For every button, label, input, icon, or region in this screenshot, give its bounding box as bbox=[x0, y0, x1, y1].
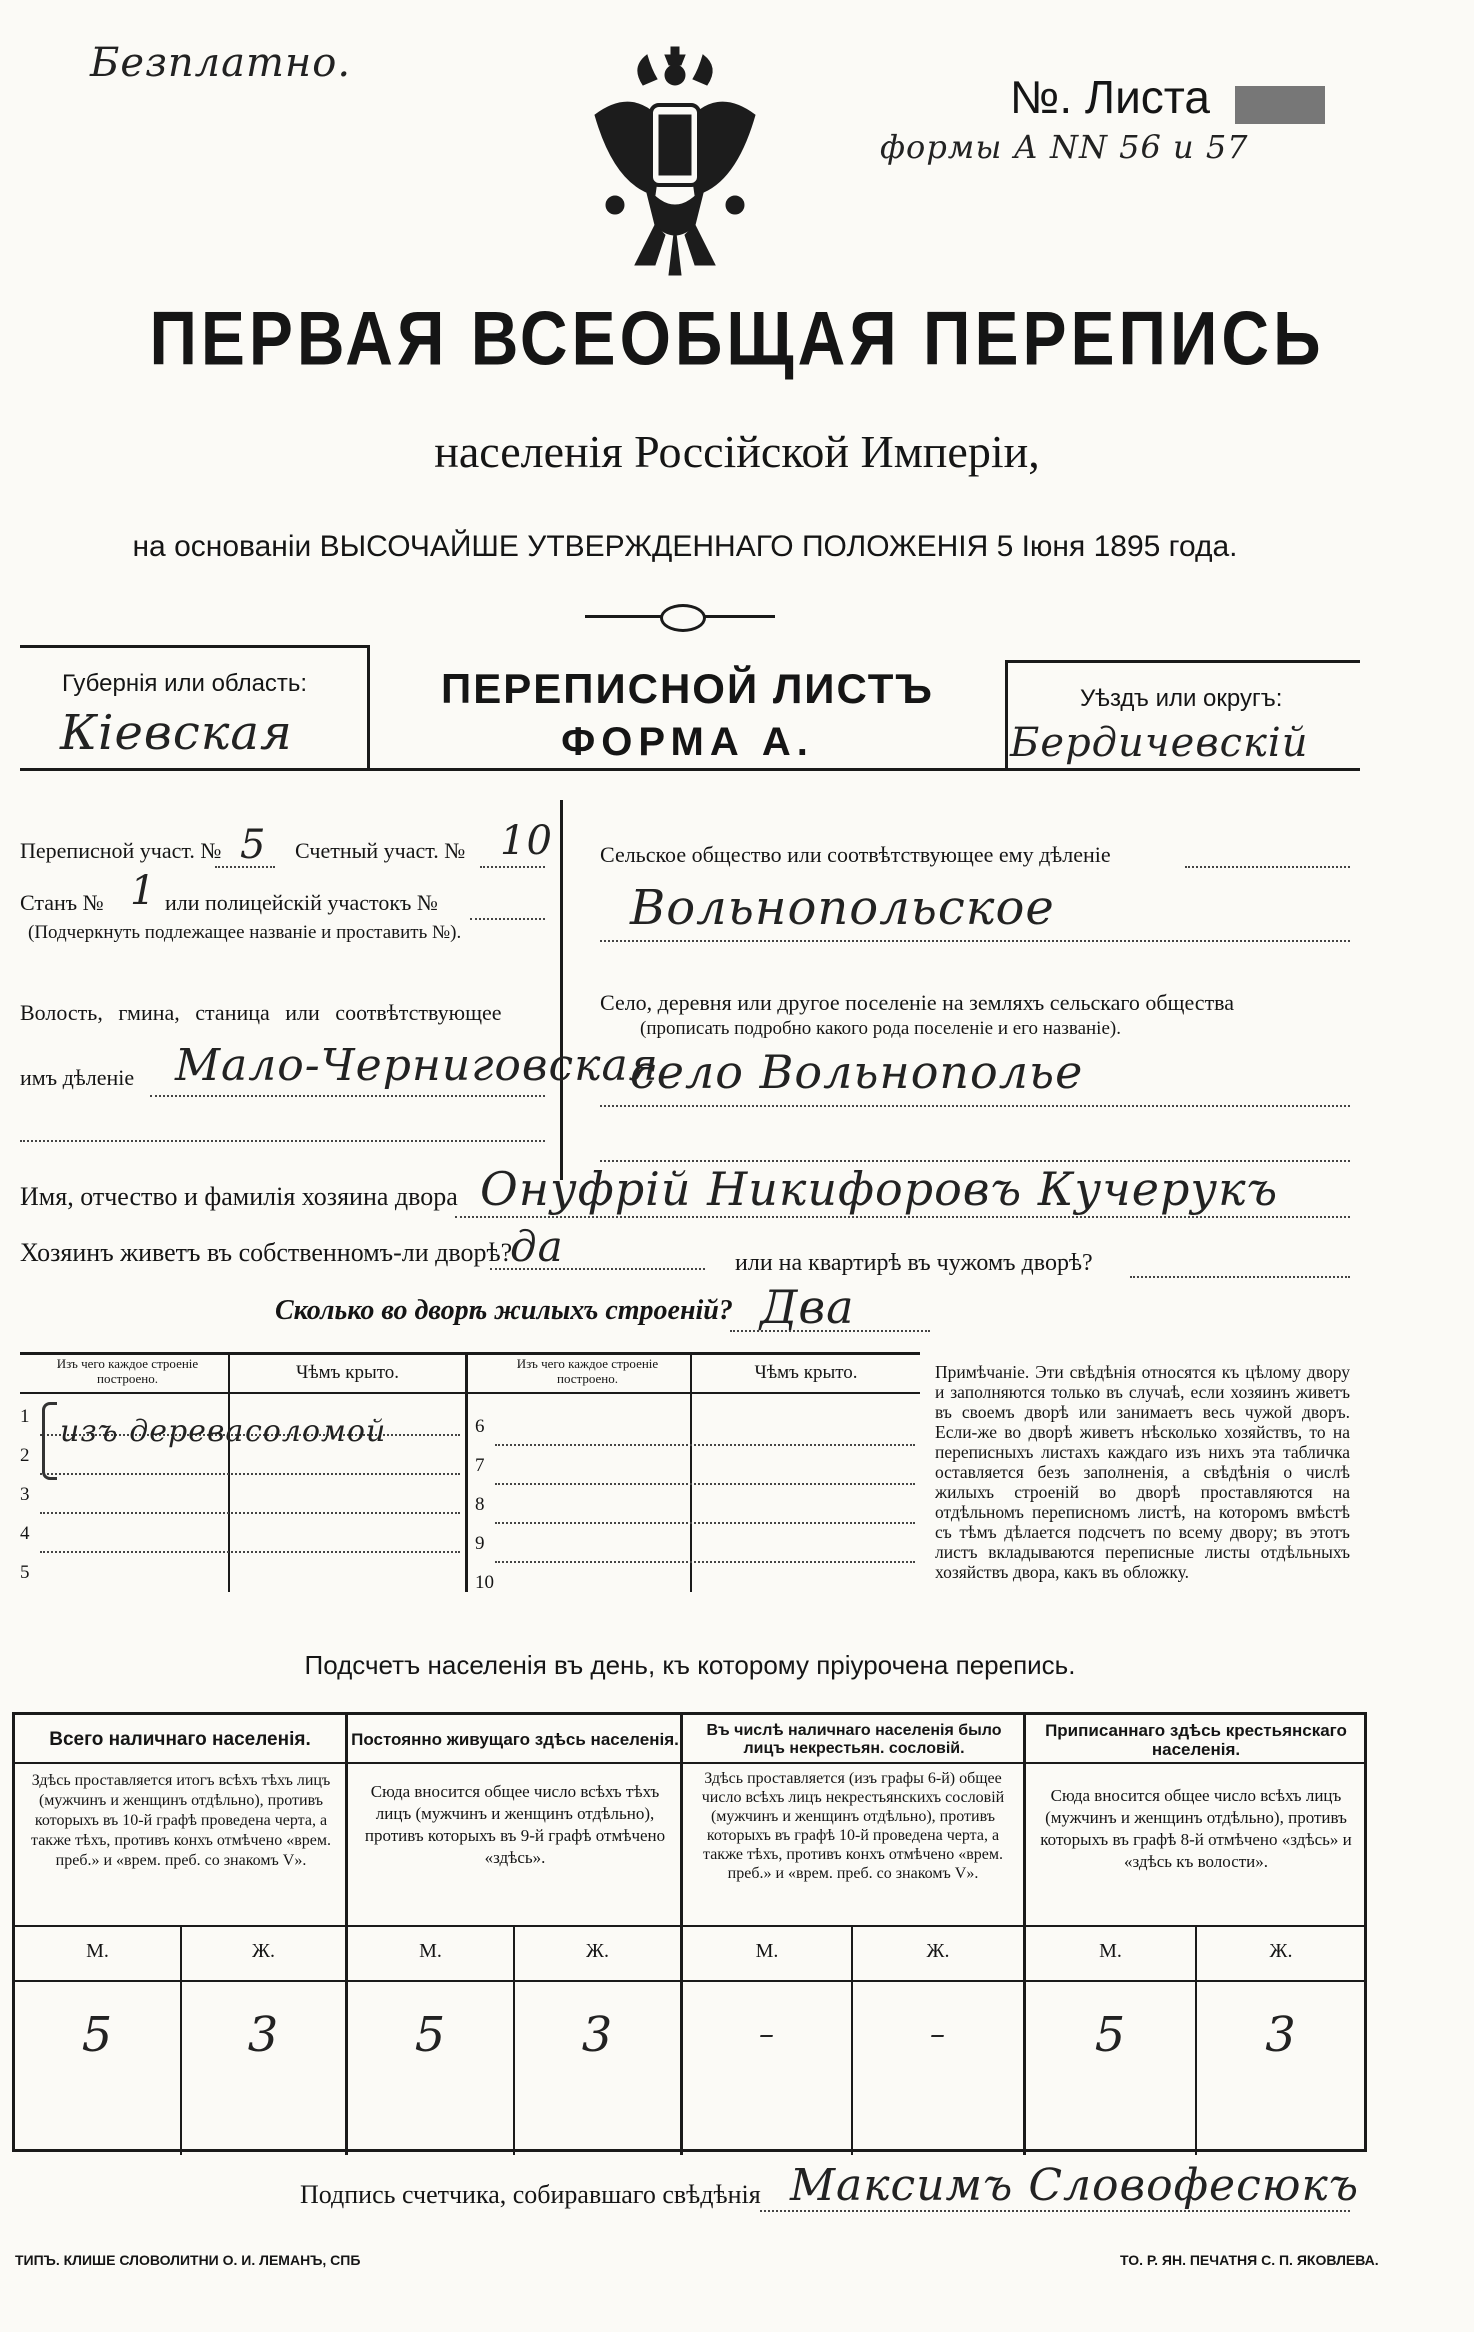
count-col3-head: Въ числѣ наличнаго населенія было лицъ некрестьян. сословій. bbox=[706, 1721, 1002, 1757]
owner-name-value: Онуфрій Никифоровъ Кучерукъ bbox=[480, 1162, 1279, 1216]
m-label: М. bbox=[1099, 1940, 1122, 1962]
volost-label: Волость, гмина, станица или соотвѣтствующее bbox=[20, 1000, 502, 1025]
count-col3-desc: Здѣсь проставляется (изъ графы 6-й) общее число всѣхъ лицъ некрестьянскихъ сословій (мужчинъ и женщинъ отдѣльно), противъ которыхъ въ графѣ 10-й проведена черта, а также тѣхъ, противъ конхъ отмѣчено «врем. преб.» и «врем. преб. со знакомъ V». bbox=[701, 1770, 1005, 1882]
col4-female-value: 3 bbox=[1265, 2007, 1297, 2063]
form-title: ПЕРЕПИСНОЙ ЛИСТЪ bbox=[441, 665, 934, 712]
enumerator-signature: Максимъ Словофесюкъ bbox=[790, 2160, 1360, 2211]
row12-roof: соломой bbox=[245, 1414, 387, 1449]
uchastok-value: 5 bbox=[240, 822, 267, 868]
zh-label: Ж. bbox=[1269, 1940, 1293, 1962]
buildings-table bbox=[20, 1352, 920, 1592]
page-subtitle: населенія Россійской Имперіи, bbox=[434, 426, 1040, 477]
sheet-reference-handwritten: формы А NN 56 и 57 bbox=[880, 128, 1249, 166]
row-numbers-right bbox=[475, 1407, 494, 1602]
zh-label: Ж. bbox=[586, 1940, 609, 1962]
redaction-block bbox=[1235, 86, 1325, 124]
row-number: 5 bbox=[20, 1562, 30, 1583]
gubernia-value: Кіевская bbox=[60, 705, 293, 761]
free-label: Безплатно. bbox=[90, 40, 352, 86]
col-roof-header-left: Чѣмъ крыто. bbox=[295, 1362, 400, 1383]
zh-label: Ж. bbox=[926, 1940, 950, 1962]
col4-male-value: 5 bbox=[1094, 2007, 1127, 2063]
rent-label: или на квартирѣ въ чужомъ дворѣ? bbox=[735, 1250, 1093, 1276]
gubernia-label: Губернія или область: bbox=[62, 670, 308, 697]
row-number: 3 bbox=[20, 1484, 30, 1505]
count-col1-desc: Здѣсь проставляется итогъ всѣхъ тѣхъ лицъ (мужчинъ и женщинъ отдѣльно), противъ которыхъ въ 10-й графѣ проведена черта, а также тѣхъ, противъ конхъ отмѣчено «врем. преб.» и «врем. преб. со знакомъ V». bbox=[31, 1772, 331, 1869]
printer-imprint-right: ТО. Р. ЯН. ПЕЧАТНЯ С. П. ЯКОВЛЕВА. bbox=[1120, 2252, 1379, 2268]
village-value: село Вольнополье bbox=[630, 1045, 1084, 1099]
underline-note: (Подчеркнуть подлежащее названіе и проставить №). bbox=[28, 922, 462, 943]
police-label: или полицейскій участокъ № bbox=[165, 890, 438, 915]
row-numbers-left bbox=[20, 1397, 30, 1592]
uezd-label: Уѣздъ или округъ: bbox=[1080, 685, 1283, 712]
own-yard-value: да bbox=[510, 1222, 564, 1271]
row-number: 2 bbox=[20, 1445, 30, 1466]
count-col4-head: Приписаннаго здѣсь крестьянскаго населенія. bbox=[1045, 1720, 1347, 1759]
col-material-header-left: Изъ чего каждое строеніе построено. bbox=[56, 1356, 199, 1386]
count-col4-desc: Сюда вносится общее число всѣхъ лицъ (мужчинъ и женщинъ отдѣльно), противъ которыхъ въ графѣ 8-й отмѣчено «здѣсь» и «здѣсь къ волости». bbox=[1040, 1786, 1352, 1871]
col3-female-value: – bbox=[930, 2017, 946, 2052]
buildings-value: Два bbox=[760, 1280, 855, 1334]
population-count-table bbox=[12, 1712, 1367, 2152]
col-material-header-right: Изъ чего каждое строеніе построено. bbox=[516, 1356, 659, 1386]
bracket-rows-1-2 bbox=[42, 1402, 57, 1480]
col2-female-value: 3 bbox=[581, 2007, 614, 2063]
regulation-basis: на основаніи ВЫСОЧАЙШЕ УТВЕРЖДЕННАГО ПОЛОЖЕНІЯ 5 Іюня 1895 года. bbox=[132, 530, 1238, 563]
stan-value: 1 bbox=[130, 868, 157, 914]
row-number: 1 bbox=[20, 1406, 30, 1427]
top-box-bottom-rule bbox=[20, 768, 1360, 771]
volost-value: Мало-Черниговская bbox=[175, 1040, 659, 1091]
row-number: 7 bbox=[475, 1455, 485, 1476]
remark-note: Примѣчаніе. Эти свѣдѣнія относятся къ цѣлому двору и заполняются только въ случаѣ, если хозяинъ живетъ въ своемъ дворѣ или занимаетъ весь чужой дворъ. Если-же во дворѣ живетъ нѣсколько хозяйствъ, то на переписныхъ листахъ каждаго изъ нихъ эта табличка оставляется безъ заполненія, а свѣдѣнія о числѣ жилыхъ строеній во дворѣ проставляются на отдѣльномъ переписномъ листѣ, на которомъ вмѣстѣ съ тѣмъ дѣлается подсчетъ по всему двору; въ этотъ листъ вкладываются переписные листы отдѣльныхъ хозяйствъ двора, какъ въ обложку. bbox=[935, 1362, 1350, 1582]
own-yard-label: Хозяинъ живетъ въ собственномъ-ли дворѣ? bbox=[20, 1238, 513, 1267]
uchastok-label: Переписной участ. № bbox=[20, 838, 222, 863]
m-label: М. bbox=[419, 1940, 442, 1962]
col-roof-header-right: Чѣмъ крыто. bbox=[754, 1362, 858, 1383]
printer-imprint-left: ТИПЪ. КЛИШЕ СЛОВОЛИТНИ О. И. ЛЕМАНЪ, СПБ bbox=[15, 2252, 361, 2268]
village-note: (прописать подробно какого рода поселеніе и его названіе). bbox=[640, 1018, 1121, 1039]
society-label: Сельское общество или соотвѣтствующее ему дѣленіе bbox=[600, 842, 1111, 867]
row-number: 4 bbox=[20, 1523, 30, 1544]
m-label: М. bbox=[86, 1940, 109, 1962]
col3-male-value: – bbox=[759, 2017, 775, 2052]
double-headed-eagle-emblem bbox=[585, 45, 765, 285]
buildings-label: Сколько во дворѣ жилыхъ строеній? bbox=[275, 1295, 733, 1326]
count-col2-head: Постоянно живущаго здѣсь населенія. bbox=[351, 1729, 679, 1749]
row-number: 6 bbox=[475, 1416, 485, 1437]
page-title: ПЕРВАЯ ВСЕОБЩАЯ ПЕРЕПИСЬ bbox=[149, 295, 1325, 381]
row-number: 8 bbox=[475, 1494, 485, 1515]
row-number: 9 bbox=[475, 1533, 485, 1554]
sheet-number-label: №. Листа bbox=[1010, 71, 1210, 123]
fields-divider bbox=[560, 800, 563, 1180]
col1-female-value: 3 bbox=[247, 2007, 280, 2063]
owner-name-label: Имя, отчество и фамилія хозяина двора bbox=[20, 1182, 458, 1211]
signature-label: Подпись счетчика, собиравшаго свѣдѣнія bbox=[300, 2180, 761, 2209]
schetny-label: Счетный участ. № bbox=[295, 838, 466, 863]
volost-label-2: имъ дѣленіе bbox=[20, 1065, 135, 1090]
stan-label: Станъ № bbox=[20, 890, 104, 915]
society-value: Вольнопольское bbox=[630, 880, 1055, 936]
count-section-title: Подсчетъ населенія въ день, къ которому пріурочена перепись. bbox=[304, 1650, 1076, 1680]
form-subtitle: ФОРМА А. bbox=[561, 720, 814, 764]
m-label: М. bbox=[755, 1940, 779, 1962]
col2-male-value: 5 bbox=[414, 2007, 447, 2063]
village-label: Село, деревня или другое поселеніе на земляхъ сельскаго общества bbox=[600, 990, 1235, 1015]
row12-material: изъ дерева bbox=[60, 1414, 245, 1449]
count-col2-desc: Сюда вносится общее число всѣхъ тѣхъ лицъ (мужчинъ и женщинъ отдѣльно), противъ которыхъ въ 9-й графѣ отмѣчено «здѣсь». bbox=[364, 1782, 666, 1867]
zh-label: Ж. bbox=[252, 1940, 275, 1962]
uezd-value: Бердичевскій bbox=[1010, 720, 1309, 766]
schetny-value: 10 bbox=[500, 818, 553, 864]
row-number: 10 bbox=[475, 1572, 494, 1593]
ornament-center bbox=[660, 604, 706, 632]
col1-male-value: 5 bbox=[81, 2007, 114, 2063]
count-col1-head: Всего наличнаго населенія. bbox=[49, 1728, 311, 1750]
